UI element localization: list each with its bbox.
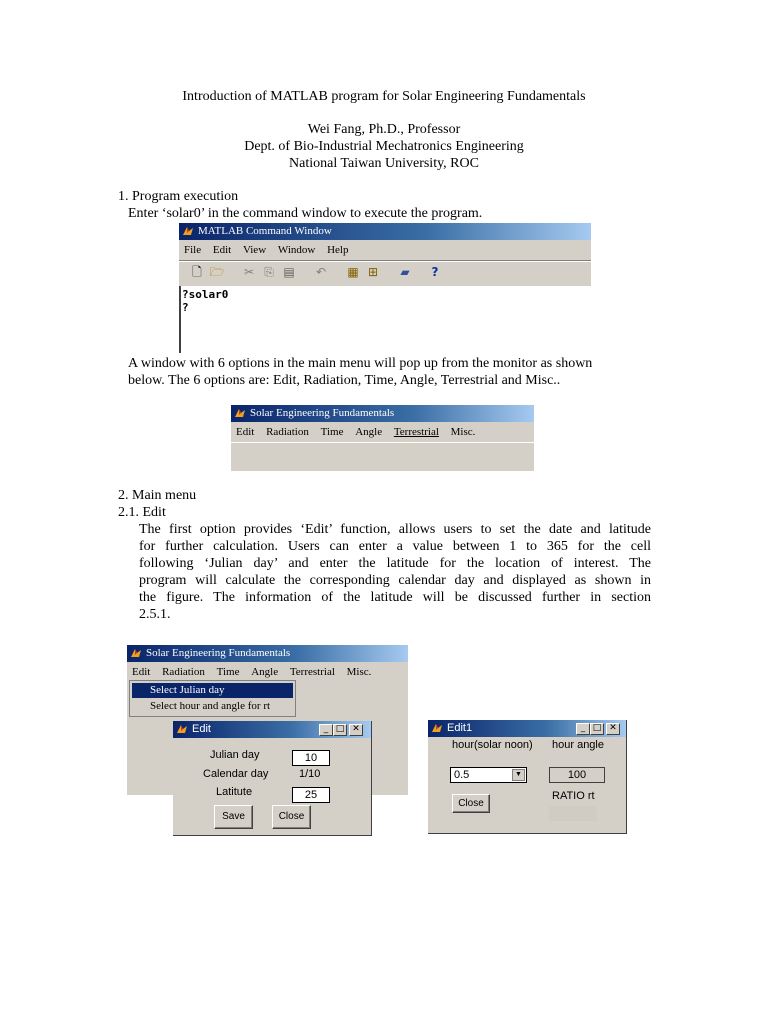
section-2-1-line: 2.5.1. — [139, 607, 171, 622]
menu-misc[interactable]: Misc. — [346, 666, 372, 678]
menu-terrestrial[interactable]: Terrestrial — [289, 666, 335, 678]
section-2-1-line: the figure. The information of the latitude will be discussed further in section — [139, 590, 651, 605]
university: National Taiwan University, ROC — [289, 156, 479, 171]
console-line-2: ? — [182, 301, 189, 314]
undo-icon[interactable]: ↶ — [315, 265, 327, 279]
help-icon[interactable]: ? — [431, 265, 439, 279]
close-icon[interactable]: ✕ — [349, 724, 363, 736]
menu-time[interactable]: Time — [216, 666, 240, 678]
edit-dialog — [173, 721, 372, 836]
menu-edit[interactable]: Edit — [212, 244, 232, 256]
solar-window-title: Solar Engineering Fundamentals — [250, 407, 395, 419]
hour-angle-value: 100 — [549, 767, 605, 783]
matlab-command-window — [179, 223, 591, 353]
close-button[interactable]: Close — [272, 805, 311, 829]
solar-window-2-title: Solar Engineering Fundamentals — [146, 647, 291, 659]
calendar-day-value: 1/10 — [299, 768, 321, 780]
matlab-logo-icon — [431, 722, 443, 734]
paragraph-2-line-2: below. The 6 options are: Edit, Radiation, Time, Angle, Terrestrial and Misc.. — [128, 373, 561, 388]
menu-edit[interactable]: Edit — [236, 426, 255, 438]
hour-solar-noon-label: hour(solar noon) — [452, 739, 533, 751]
chevron-down-icon[interactable]: ▼ — [512, 769, 525, 781]
hour-select[interactable] — [450, 767, 527, 783]
latitude-label: Latitute — [216, 786, 253, 798]
cut-icon[interactable]: ✂ — [243, 265, 255, 279]
menu-angle[interactable]: Angle — [251, 666, 279, 678]
julian-day-input[interactable]: 10 — [292, 750, 330, 766]
edit1-dialog — [428, 720, 627, 834]
section-2-1-line: program will calculate the corresponding calendar day and displayed as shown in — [139, 573, 651, 588]
section-2-1-paragraph — [139, 521, 651, 623]
solar-window-titlebar — [231, 405, 534, 422]
section-2-1-line: The first option provides ‘Edit’ function, allows users to set the date and latitude — [139, 522, 651, 537]
paste-icon[interactable]: ▤ — [283, 265, 295, 279]
maximize-icon[interactable]: □ — [333, 724, 347, 736]
simulink-icon[interactable]: ▰ — [400, 265, 410, 279]
matlab-logo-icon — [182, 225, 194, 237]
minimize-icon[interactable]: _ — [319, 724, 333, 736]
menu-edit[interactable]: Edit — [132, 666, 151, 678]
menu-divider-light — [179, 261, 591, 262]
section-2-1-line: for further calculation. Users can enter a value between 1 to 365 for the cell — [139, 539, 651, 554]
copy-icon[interactable]: ⎘ — [264, 265, 274, 279]
matlab-logo-icon — [176, 723, 188, 735]
menu-view[interactable]: View — [242, 244, 267, 256]
minimize-icon[interactable]: _ — [576, 723, 590, 735]
menu-radiation[interactable]: Radiation — [162, 666, 205, 678]
command-console[interactable] — [179, 286, 591, 353]
menu-item-select-hour-angle[interactable]: Select hour and angle for rt — [150, 700, 271, 712]
ratio-rt-label: RATIO rt — [552, 790, 595, 802]
workspace-browser-icon[interactable]: ▦ — [347, 265, 359, 279]
calendar-day-label: Calendar day — [203, 768, 269, 780]
menu-divider — [231, 442, 534, 443]
author: Wei Fang, Ph.D., Professor — [307, 122, 461, 137]
menu-item-select-julian-day[interactable]: Select Julian day — [132, 683, 293, 698]
hour-select-value: 0.5 — [454, 769, 470, 781]
close-icon[interactable]: ✕ — [606, 723, 620, 735]
menu-help[interactable]: Help — [327, 244, 349, 256]
command-window-titlebar — [179, 223, 591, 240]
menu-window[interactable]: Window — [277, 244, 316, 256]
section-2-heading: 2. Main menu — [118, 488, 197, 503]
close-button[interactable]: Close — [452, 794, 490, 813]
matlab-logo-icon — [234, 407, 246, 419]
maximize-icon[interactable]: □ — [590, 723, 604, 735]
julian-day-label: Julian day — [210, 749, 260, 761]
command-window-menubar — [179, 241, 591, 259]
section-1-text: Enter ‘solar0’ in the command window to execute the program. — [128, 206, 483, 221]
latitude-input[interactable]: 25 — [292, 787, 330, 803]
edit1-dialog-title: Edit1 — [447, 722, 473, 734]
menu-file[interactable]: File — [184, 244, 202, 256]
edit-dropdown-menu — [129, 680, 296, 717]
matlab-logo-icon — [130, 647, 142, 659]
new-file-icon[interactable]: 🗋 — [192, 265, 202, 279]
menu-misc[interactable]: Misc. — [450, 426, 476, 438]
doc-title: Introduction of MATLAB program for Solar Engineering Fundamentals — [182, 89, 586, 104]
solar-window-2-menubar — [127, 663, 408, 681]
path-browser-icon[interactable]: ⊞ — [367, 265, 379, 279]
console-line-1: ?solar0 — [182, 288, 229, 301]
paragraph-2-line-1: A window with 6 options in the main menu will pop up from the monitor as shown — [128, 356, 593, 371]
menu-angle[interactable]: Angle — [355, 426, 383, 438]
department: Dept. of Bio-Industrial Mechatronics Engineering — [244, 139, 524, 154]
solar-window-menubar — [231, 423, 534, 441]
section-1-heading: 1. Program execution — [118, 189, 239, 204]
edit-dialog-title: Edit — [192, 723, 211, 735]
section-2-1-line: following ‘Julian day’ and enter the latitude for the location of interest. The — [139, 556, 651, 571]
section-2-1-heading: 2.1. Edit — [118, 505, 166, 520]
menu-time[interactable]: Time — [320, 426, 344, 438]
solar-engineering-window — [231, 405, 534, 471]
command-window-title: MATLAB Command Window — [198, 225, 332, 237]
hour-angle-label: hour angle — [552, 739, 604, 751]
menu-radiation[interactable]: Radiation — [266, 426, 309, 438]
save-button[interactable]: Save — [214, 805, 253, 829]
menu-terrestrial[interactable]: Terrestrial — [393, 426, 439, 438]
open-folder-icon[interactable]: 🗁 — [209, 265, 225, 279]
solar-window-2-titlebar — [127, 645, 408, 662]
ratio-rt-value — [549, 806, 597, 821]
